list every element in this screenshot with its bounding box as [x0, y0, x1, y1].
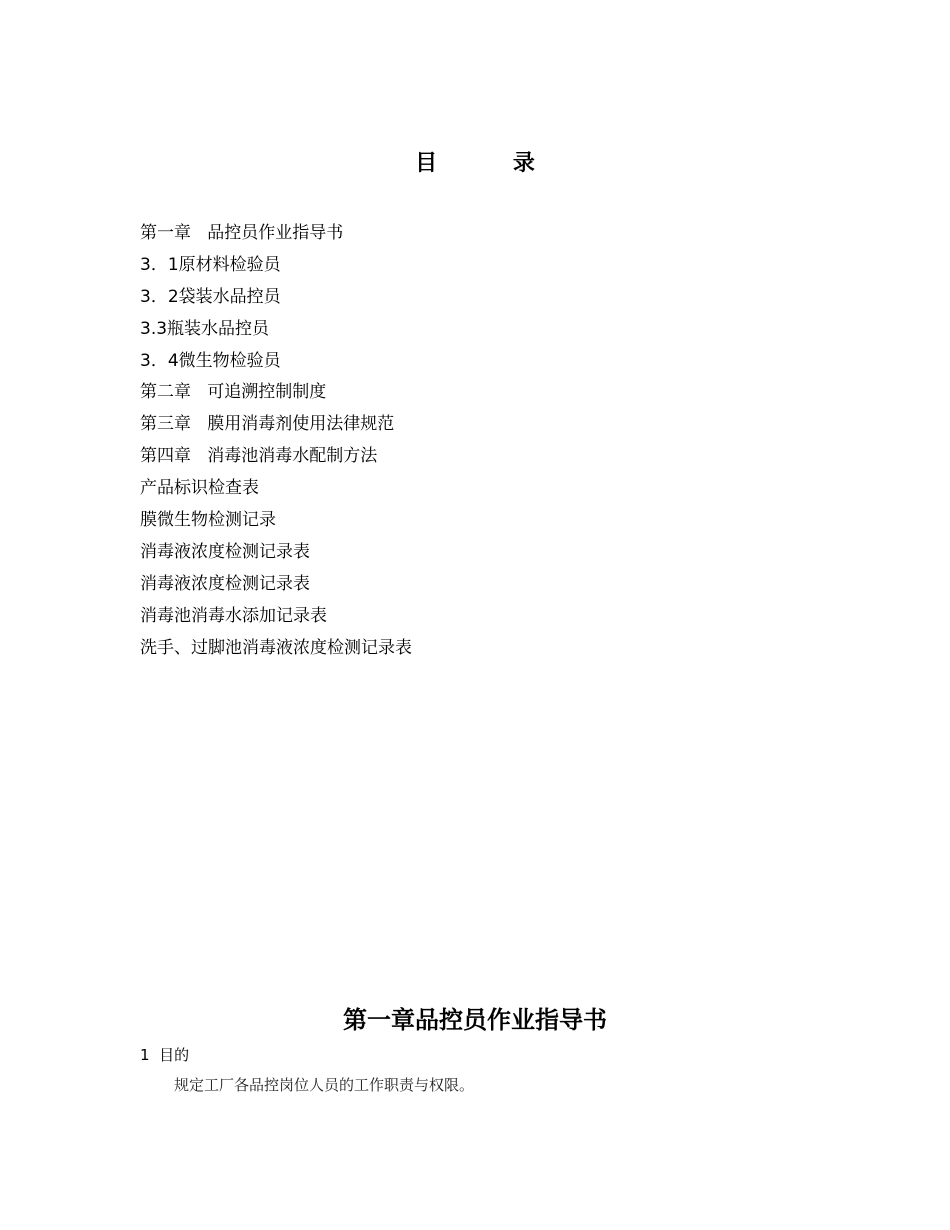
- chapter-title: 第一章品控员作业指导书: [343, 1005, 607, 1034]
- toc-item[interactable]: 第一章 品控员作业指导书: [140, 223, 344, 243]
- toc-item[interactable]: 洗手、过脚池消毒液浓度检测记录表: [140, 637, 412, 658]
- toc-item[interactable]: 3.3瓶装水品控员: [140, 318, 270, 339]
- toc-item[interactable]: 第四章 消毒池消毒水配制方法: [140, 446, 378, 467]
- toc-item[interactable]: 消毒液浓度检测记录表: [140, 541, 310, 562]
- toc-item[interactable]: 3．4微生物检验员: [140, 350, 281, 371]
- toc-item[interactable]: 消毒池消毒水添加记录表: [140, 605, 327, 626]
- section-heading: 1 目的: [140, 1046, 190, 1064]
- toc-item[interactable]: 消毒液浓度检测记录表: [140, 573, 310, 594]
- toc-item[interactable]: 第二章 可追溯控制制度: [140, 382, 327, 403]
- toc-item[interactable]: 膜微生物检测记录: [140, 510, 276, 531]
- toc-list: [140, 219, 412, 665]
- toc-item[interactable]: 3．2袋装水品控员: [140, 286, 281, 307]
- toc-title: 目 录: [415, 150, 569, 176]
- toc-item[interactable]: 3．1原材料检验员: [140, 254, 281, 275]
- section-body-text: 规定工厂各品控岗位人员的工作职责与权限。: [174, 1076, 475, 1094]
- toc-item[interactable]: 产品标识检查表: [140, 478, 259, 499]
- toc-item[interactable]: 第三章 膜用消毒剂使用法律规范: [140, 414, 395, 435]
